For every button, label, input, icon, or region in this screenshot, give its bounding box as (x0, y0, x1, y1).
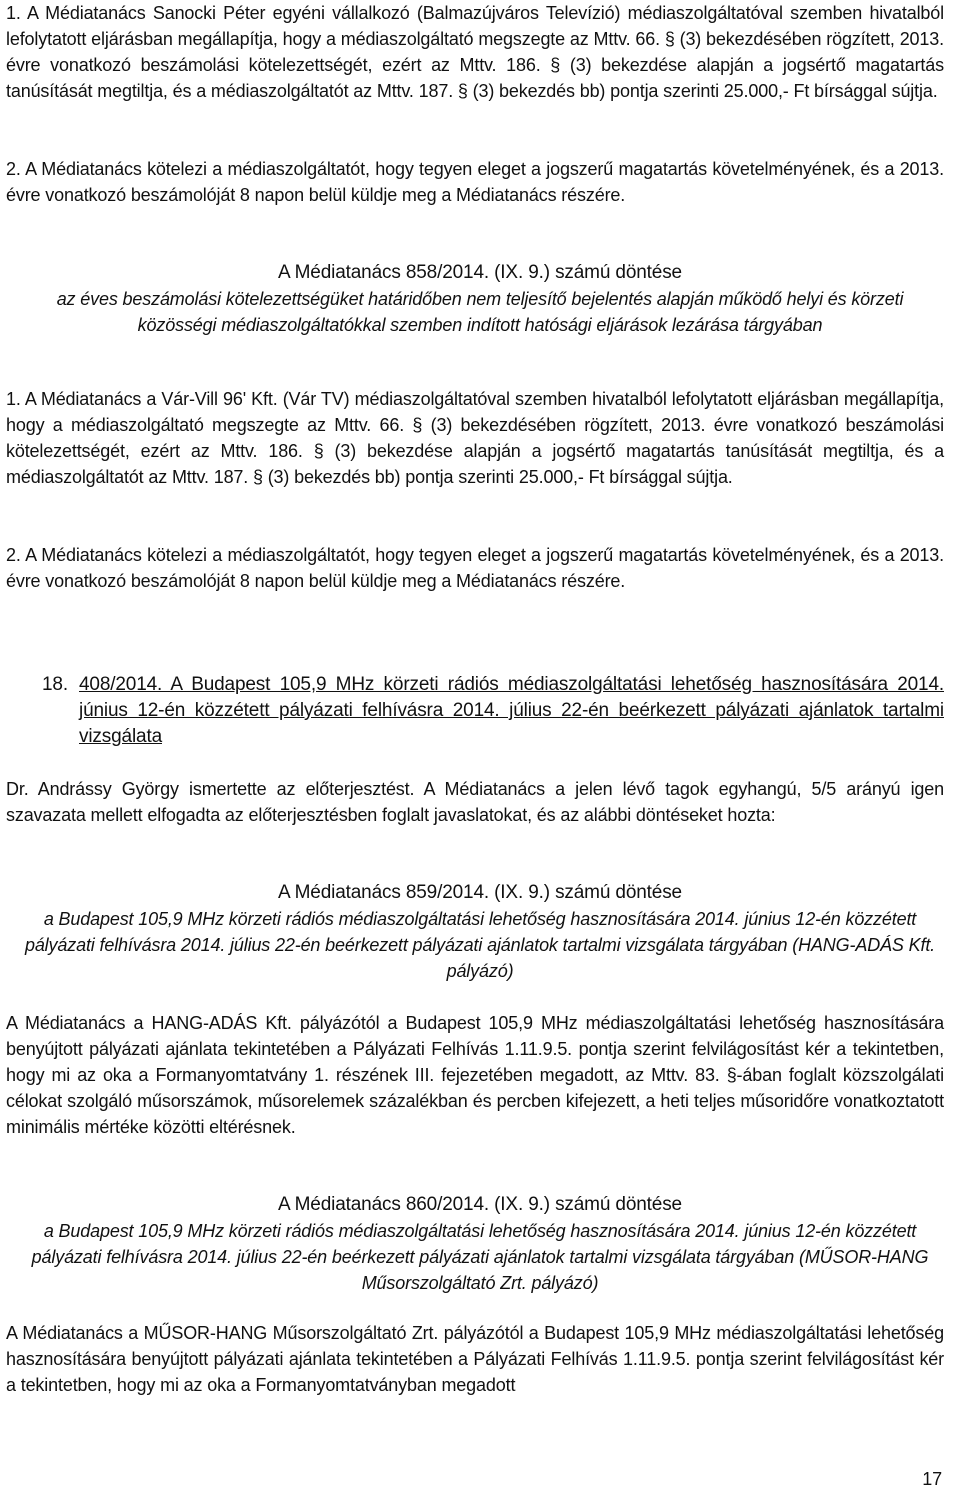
paragraph-musor-hang-request: A Médiatanács a MŰSOR-HANG Műsorszolgáltató Zrt. pályázótól a Budapest 105,9 MHz médiaszolgáltatási lehetőség hasznosítására benyújtott pályázati ajánlata tekintetében a Pályázati Felhívás 1.11.9.5. pontja szerint felvilágosítást kér a tekintetben, hogy mi az oka a Formanyomtatványban megadott (6, 1323, 944, 1395)
decision-860-subject: a Budapest 105,9 MHz körzeti rádiós médiaszolgáltatási lehetőség hasznosítására 2014. június 12-én közzétett pályázati felhívásra 2014. július 22-én beérkezett pályázati ajánlatok tartalmi vizsgálata tárgyában (MŰSOR-HANG Műsorszolgáltató Zrt. pályázó) (31, 1221, 929, 1293)
paragraph-hang-adas-request: A Médiatanács a HANG-ADÁS Kft. pályázótól a Budapest 105,9 MHz médiaszolgáltatási lehetőség hasznosítására benyújtott pályázati ajánlata tekintetében a Pályázati Felhívás 1.11.9.5. pontja szerint felvilágosítást kér a tekintetben, hogy mi az oka a Formanyomtatvány 1. részének III. fejezetében megadott, az Mttv. 83. §-ában foglalt közszolgálati célokat szolgáló műsorszámok, műsorelemek százalékban és percben kifejezett, a heti teljes műsoridőre vonatkoztatott minimális mértéke közötti eltérésnek. (6, 1013, 944, 1137)
page-number: 17 (922, 1469, 942, 1489)
agenda-item-number: 18. (42, 674, 68, 695)
decision-859-title: A Médiatanács 859/2014. (IX. 9.) számú döntése (278, 882, 682, 903)
decision-859-subject: a Budapest 105,9 MHz körzeti rádiós médiaszolgáltatási lehetőség hasznosítására 2014. június 12-én közzétett pályázati felhívásra 2014. július 22-én beérkezett pályázati ajánlatok tartalmi vizsgálata tárgyában (HANG-ADÁS Kft. pályázó) (24, 909, 936, 981)
paragraph-decision-point-2: 2. A Médiatanács kötelezi a médiaszolgáltatót, hogy tegyen eleget a jogszerű magatartás követelményének, és a 2013. évre vonatkozó beszámolóját 8 napon belül küldje meg a Médiatanács részére. (6, 159, 944, 205)
agenda-item-title: 408/2014. A Budapest 105,9 MHz körzeti rádiós médiaszolgáltatási lehetőség hasznosítására 2014. június 12-én közzétett pályázati felhívásra 2014. július 22-én beérkezett pályázati ajánlatok tartalmi vizsgálata (79, 674, 944, 747)
paragraph-var-tv-point-2: 2. A Médiatanács kötelezi a médiaszolgáltatót, hogy tegyen eleget a jogszerű magatartás követelményének, és a 2013. évre vonatkozó beszámolóját 8 napon belül küldje meg a Médiatanács részére. (6, 545, 944, 591)
paragraph-presentation: Dr. Andrássy György ismertette az előterjesztést. A Médiatanács a jelen lévő tagok egyhangú, 5/5 arányú igen szavazata mellett elfogadta az előterjesztésben foglalt javaslatokat, és az alábbi döntéseket hozta: (6, 779, 944, 825)
decision-858-title: A Médiatanács 858/2014. (IX. 9.) számú döntése (278, 262, 682, 283)
paragraph-decision-point-1: 1. A Médiatanács Sanocki Péter egyéni vállalkozó (Balmazújváros Televízió) médiaszolgáltatóval szemben hivatalból lefolytatott eljárásban megállapítja, hogy a médiaszolgáltató megszegte az Mttv. 66. § (3) bekezdésében rögzített, 2013. évre vonatkozó beszámolási kötelezettségét, ezért az Mttv. 186. § (3) bekezdése alapján a jogsértő magatartás tanúsítását megtiltja, és a médiaszolgáltatót az Mttv. 187. § (3) bekezdés bb) pontja szerinti 25.000,- Ft bírsággal sújtja. (6, 3, 944, 101)
decision-858-subject: az éves beszámolási kötelezettségüket határidőben nem teljesítő bejelentés alapján működő helyi és körzeti közösségi médiaszolgáltatókkal szemben indított hatósági eljárások lezárása tárgyában (56, 289, 904, 335)
decision-860-title: A Médiatanács 860/2014. (IX. 9.) számú döntése (278, 1194, 682, 1215)
paragraph-var-tv-point-1: 1. A Médiatanács a Vár-Vill 96' Kft. (Vár TV) médiaszolgáltatóval szemben hivatalból lefolytatott eljárásban megállapítja, hogy a médiaszolgáltató megszegte az Mttv. 66. § (3) bekezdésében rögzített, 2013. évre vonatkozó beszámolási kötelezettségét, ezért az Mttv. 186. § (3) bekezdése alapján a jogsértő magatartás tanúsítását megtiltja, és a médiaszolgáltatót az Mttv. 187. § (3) bekezdés bb) pontja szerinti 25.000,- Ft bírsággal sújtja. (6, 389, 944, 487)
